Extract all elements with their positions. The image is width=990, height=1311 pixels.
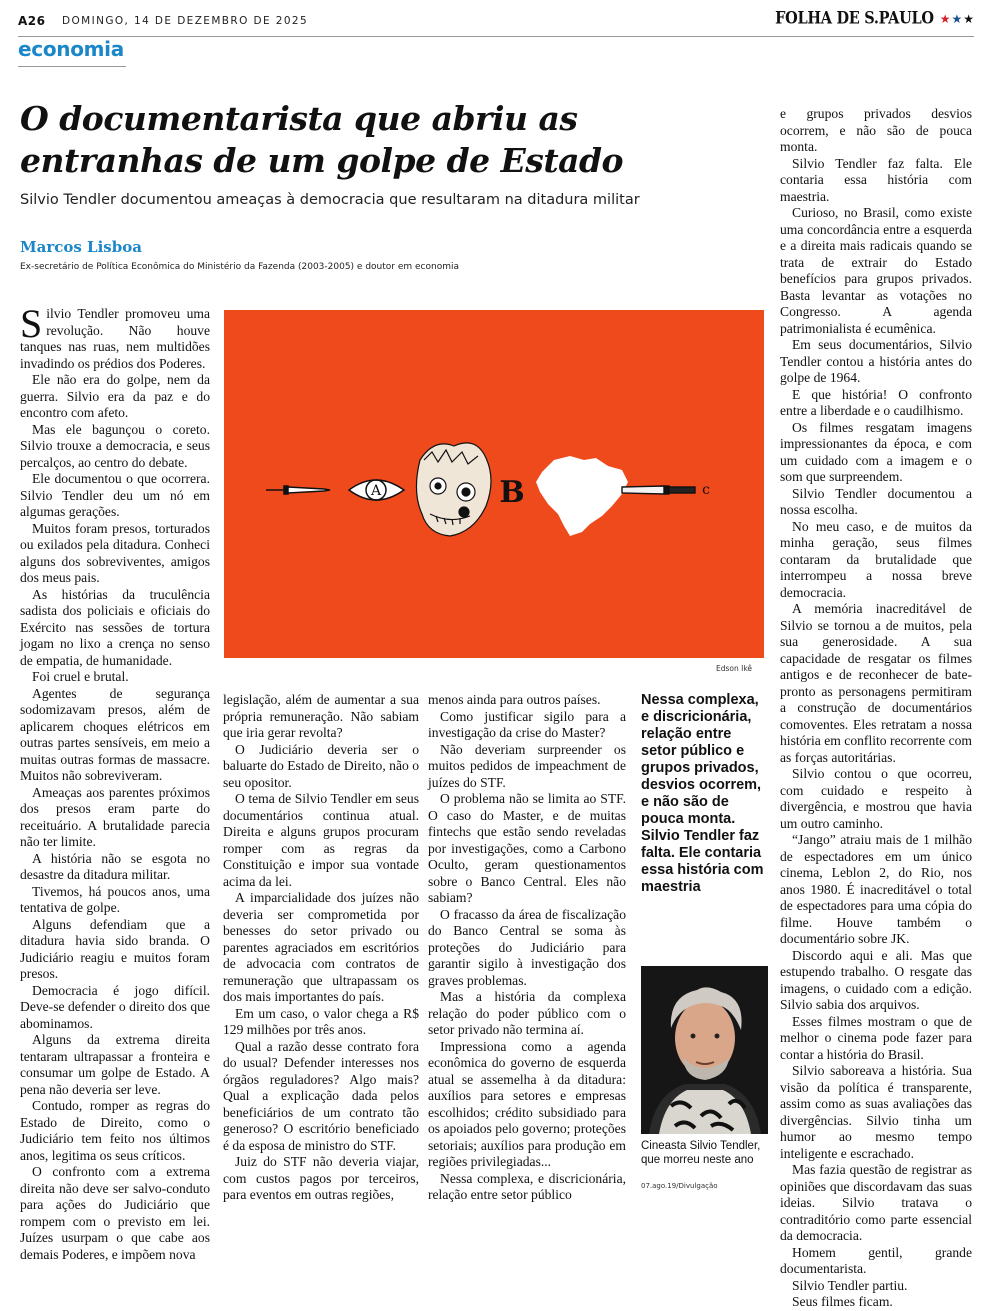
article-paragraph: A imparcialidade dos juízes não deveria ser comprometida por benesses do setor privado ou parentes agraciados em escritórios de advocacia com contratos de remuneração que ultrapassam os dos mais importantes do país.: [223, 890, 419, 1004]
star-icon: ★: [939, 11, 951, 26]
letter-a: A: [370, 483, 382, 499]
eye-icon: [349, 480, 404, 500]
article-paragraph: Mas a história da complexa relação do poder público com o setor privado não termina aí.: [428, 989, 626, 1037]
page-header: [18, 8, 974, 34]
article-column-2: [223, 692, 419, 1202]
article-paragraph: Contudo, romper as regras do Estado de Direito, como o Judiciário tem feito nos últimos anos, legitima os seus críticos.: [20, 1098, 210, 1163]
article-paragraph: O tema de Silvio Tendler em seus documentários continua atual. Direita e alguns grupos procuram romper com as regras da Constituição e impor sua vontade acima da lei.: [223, 791, 419, 889]
article-paragraph: Juiz do STF não deveria viajar, com custos pagos por terceiros, para eventos em outras regiões,: [223, 1154, 419, 1202]
article-paragraph: A memória inacreditável de Silvio se tornou a de muitos, pela sua generosidade. A sua capacidade de resgatar os filmes antigos e de reconhecer de bate-pronto as personagens permitiram a construção de documentários comoventes. Eles retratam a nossa história em conflito recorrente com as forças autoritárias.: [780, 601, 972, 765]
author-name: Marcos Lisboa: [20, 238, 142, 256]
knife-icon: [622, 486, 695, 494]
section-divider: [18, 36, 974, 37]
article-paragraph: Democracia é jogo difícil. Deve-se defender o direito dos que abominamos.: [20, 982, 210, 1031]
article-paragraph: Alguns da extrema direita tentaram ultrapassar a fronteira e consumar um golpe de Estado. A pena não deveria ser leve.: [20, 1032, 210, 1097]
star-icon: ★: [963, 11, 974, 26]
star-icon: ★: [951, 11, 963, 26]
article-paragraph: Como justificar sigilo para a investigação da crise do Master?: [428, 708, 626, 740]
dagger-icon: [266, 486, 330, 494]
article-paragraph: No meu caso, e de muitos da minha geração, seus filmes contaram da brutalidade que interrompeu a nossa breve democracia.: [780, 518, 972, 600]
article-paragraph: Silvio Tendler documentou a nossa escolha.: [780, 485, 972, 517]
photo-caption: Cineasta Silvio Tendler, que morreu neste ano: [641, 1140, 761, 1166]
article-paragraph: Foi cruel e brutal.: [32, 669, 129, 684]
author-photo: [641, 966, 768, 1134]
article-paragraph: Silvio Tendler partiu.: [792, 1277, 908, 1293]
article-paragraph: Curioso, no Brasil, como existe uma concordância entre a esquerda e a direita mais radicais quando se trata de extrair do Estado benefícios para grupos privados. Basta levantar as votações no Congresso. A agenda patrimonialista é ecumênica.: [780, 205, 972, 336]
publication-date: DOMINGO, 14 DE DEZEMBRO DE 2025: [62, 15, 309, 27]
drop-cap: S: [20, 301, 43, 346]
article-paragraph: Esses filmes mostram o que de melhor o cinema pode fazer para contar a história do Brasil.: [780, 1013, 972, 1062]
article-paragraph: Silvio contou o que ocorreu, com cuidado e respeito à divergência, e mostrou que havia um outro caminho.: [780, 766, 972, 831]
article-paragraph: As histórias da truculência sadista dos policiais e oficiais do Exército nas sessões de tortura jogam no lixo a crença no senso de empatia, de humanidade.: [20, 586, 210, 668]
article-paragraph: Em um caso, o valor chega a R$ 129 milhões por três anos.: [223, 1005, 419, 1037]
pull-quote: Nessa complexa, e discricionária, relação entre setor público e grupos privados, desvios ocorrem, e não são de pouca monta. Silvio Tendler faz falta. Ele contaria essa história com maestria: [641, 692, 764, 895]
article-paragraph: Silvio Tendler faz falta. Ele contaria essa história com maestria.: [780, 155, 972, 204]
article-paragraph: Impressiona como a agenda econômica do governo de esquerda atual se assemelha à da ditadura: auxílios para setores e empresas escolhidos; crédito subsidiado para os apoiados pelo governo; proteções setoriais; auxílios para produção em regiões privilegiadas...: [428, 1038, 626, 1169]
article-paragraph: legislação, além de aumentar a sua própria remuneração. Não sabiam que iria gerar revolta?: [223, 692, 419, 740]
section-underline: [18, 66, 126, 67]
article-paragraph: Alguns defendiam que a ditadura havia sido branda. O Judiciário reagiu e muitos foram presos.: [20, 916, 210, 981]
article-paragraph: Ameaças aos parentes próximos dos presos eram parte do receituário. A brutalidade parecia não ter limite.: [20, 784, 210, 849]
article-paragraph: A história não se esgota no desastre da ditadura militar.: [20, 850, 210, 882]
article-paragraph: Mas fazia questão de registrar as opiniões que discordavam das suas ideias. Silvio tratava o contraditório como parte essencial da democracia.: [780, 1162, 972, 1243]
letter-c: c: [702, 482, 710, 498]
article-paragraph: Muitos foram presos, torturados ou exilados pela ditadura. Conheci alguns dos sobreviventes, amigos dos meus pais.: [20, 520, 210, 585]
portrait-image: [641, 966, 768, 1134]
newspaper-logo: [775, 10, 974, 27]
photo-credit: 07.ago.19/Divulgação: [641, 1182, 718, 1190]
article-column-3: [428, 692, 626, 1202]
brazil-map-icon: [536, 456, 628, 536]
article-paragraph: Ele não era do golpe, nem da guerra. Silvio era da paz e do encontro com afeto.: [20, 372, 210, 420]
article-paragraph: Qual a razão desse contrato fora do usual? Defender interesses nos órgãos reguladores? Algo mais? Qual a explicação dada pelos beneficiários de um contrato tão generoso? O escritório beneficiado é da esposa de ministro do STF.: [223, 1038, 419, 1153]
article-paragraph: Não deveriam surpreender os muitos pedidos de impeachment de juízes do STF.: [428, 741, 626, 790]
article-paragraph: Nessa complexa, e discricionária, relação entre setor público: [428, 1170, 626, 1202]
article-paragraph: Seus filmes ficam.: [792, 1294, 893, 1309]
logo-wordmark: FOLHA DE S.PAULO: [775, 8, 934, 29]
article-column-1: [20, 301, 210, 1262]
article-illustration: [224, 310, 764, 658]
article-paragraph: Agentes de segurança sodomizavam presos, além de aplicarem choques elétricos em outras partes sensíveis, em meio a muitas outras formas de massacre. Muitos não sobreviveram.: [20, 685, 210, 783]
article-paragraph: O fracasso da área de fiscalização do Banco Central se soma às proteções do Judiciário para garantir sigilo à investigação dos graves problemas.: [428, 906, 626, 988]
article-subtitle: Silvio Tendler documentou ameaças à democracia que resultaram na ditadura militar: [20, 192, 640, 208]
article-paragraph: O Judiciário deveria ser o baluarte do Estado de Direito, não o seu opositor.: [223, 741, 419, 790]
logo-stars-icon: [940, 13, 974, 25]
article-paragraph: Silvio Tendler promoveu uma revolução. Não houve tanques nas ruas, nem multidões invadindo os prédios dos Poderes.: [20, 301, 210, 371]
article-paragraph: O problema não se limita ao STF. O caso do Master, e de muitas fintechs que estão sendo reveladas por investigações, como a Carbono Oculto, geram questionamentos sobre o Banco Central. Eles não sabiam?: [428, 791, 626, 905]
article-paragraph: E que história! O confronto entre a liberdade e o caudilhismo.: [780, 386, 972, 418]
article-paragraph: Ele documentou o que ocorrera. Silvio Tendler deu um nó em algumas gerações.: [20, 471, 210, 519]
article-paragraph: Silvio saboreava a história. Sua visão da política é transparente, assim como as suas avaliações das divergências. Silvio tinha um humor ao mesmo tempo inteligente e escrachado.: [780, 1063, 972, 1161]
article-paragraph: Em seus documentários, Silvio Tendler contou a história antes do golpe de 1964.: [780, 337, 972, 385]
article-headline: O documentarista que abriu as entranhas de um golpe de Estado: [20, 99, 624, 180]
article-paragraph: Homem gentil, grande documentarista.: [780, 1244, 972, 1276]
illustration-credit: Edson Ikê: [716, 664, 753, 673]
article-paragraph: Discordo aqui e ali. Mas que estupendo trabalho. O resgate das imagens, o cuidado com a edição. Silvio sabia dos arquivos.: [780, 947, 972, 1012]
article-paragraph: O confronto com a extrema direita não deve ser salvo-conduto para ações do Judiciário que rompem com o previsto em lei. Juízes usurpam o que cabe aos demais Poderes, e impõem nova: [20, 1164, 210, 1262]
article-paragraph: Os filmes resgatam imagens impressionantes da época, e com um cuidado com a imagem e o som que surpreendem.: [780, 419, 972, 484]
article-paragraph: menos ainda para outros países.: [428, 692, 601, 707]
monster-face-icon: [416, 443, 491, 536]
article-paragraph: Tivemos, há poucos anos, uma tentativa de golpe.: [20, 883, 210, 915]
section-label: economia: [18, 37, 124, 61]
article-paragraph: “Jango” atraiu mais de 1 milhão de espectadores em um único cinema, Leblon 2, do Rio, nos anos 1980. É inacreditável o total de espectadores para uma cópia do filme. Houve também o documentário sobre JK.: [780, 832, 972, 946]
letter-b: B: [499, 475, 525, 510]
author-bio: Ex-secretário de Política Econômica do Ministério da Fazenda (2003-2005) e doutor em economia: [20, 262, 459, 272]
illustration-drawing: [224, 310, 764, 658]
article-paragraph: e grupos privados desvios ocorrem, e não são de pouca monta.: [780, 106, 972, 154]
article-paragraph: Mas ele bagunçou o coreto. Silvio trouxe a democracia, e seus percalços, ao centro do debate.: [20, 421, 210, 470]
page-number: A26: [18, 14, 46, 28]
article-column-5: [780, 106, 972, 1309]
